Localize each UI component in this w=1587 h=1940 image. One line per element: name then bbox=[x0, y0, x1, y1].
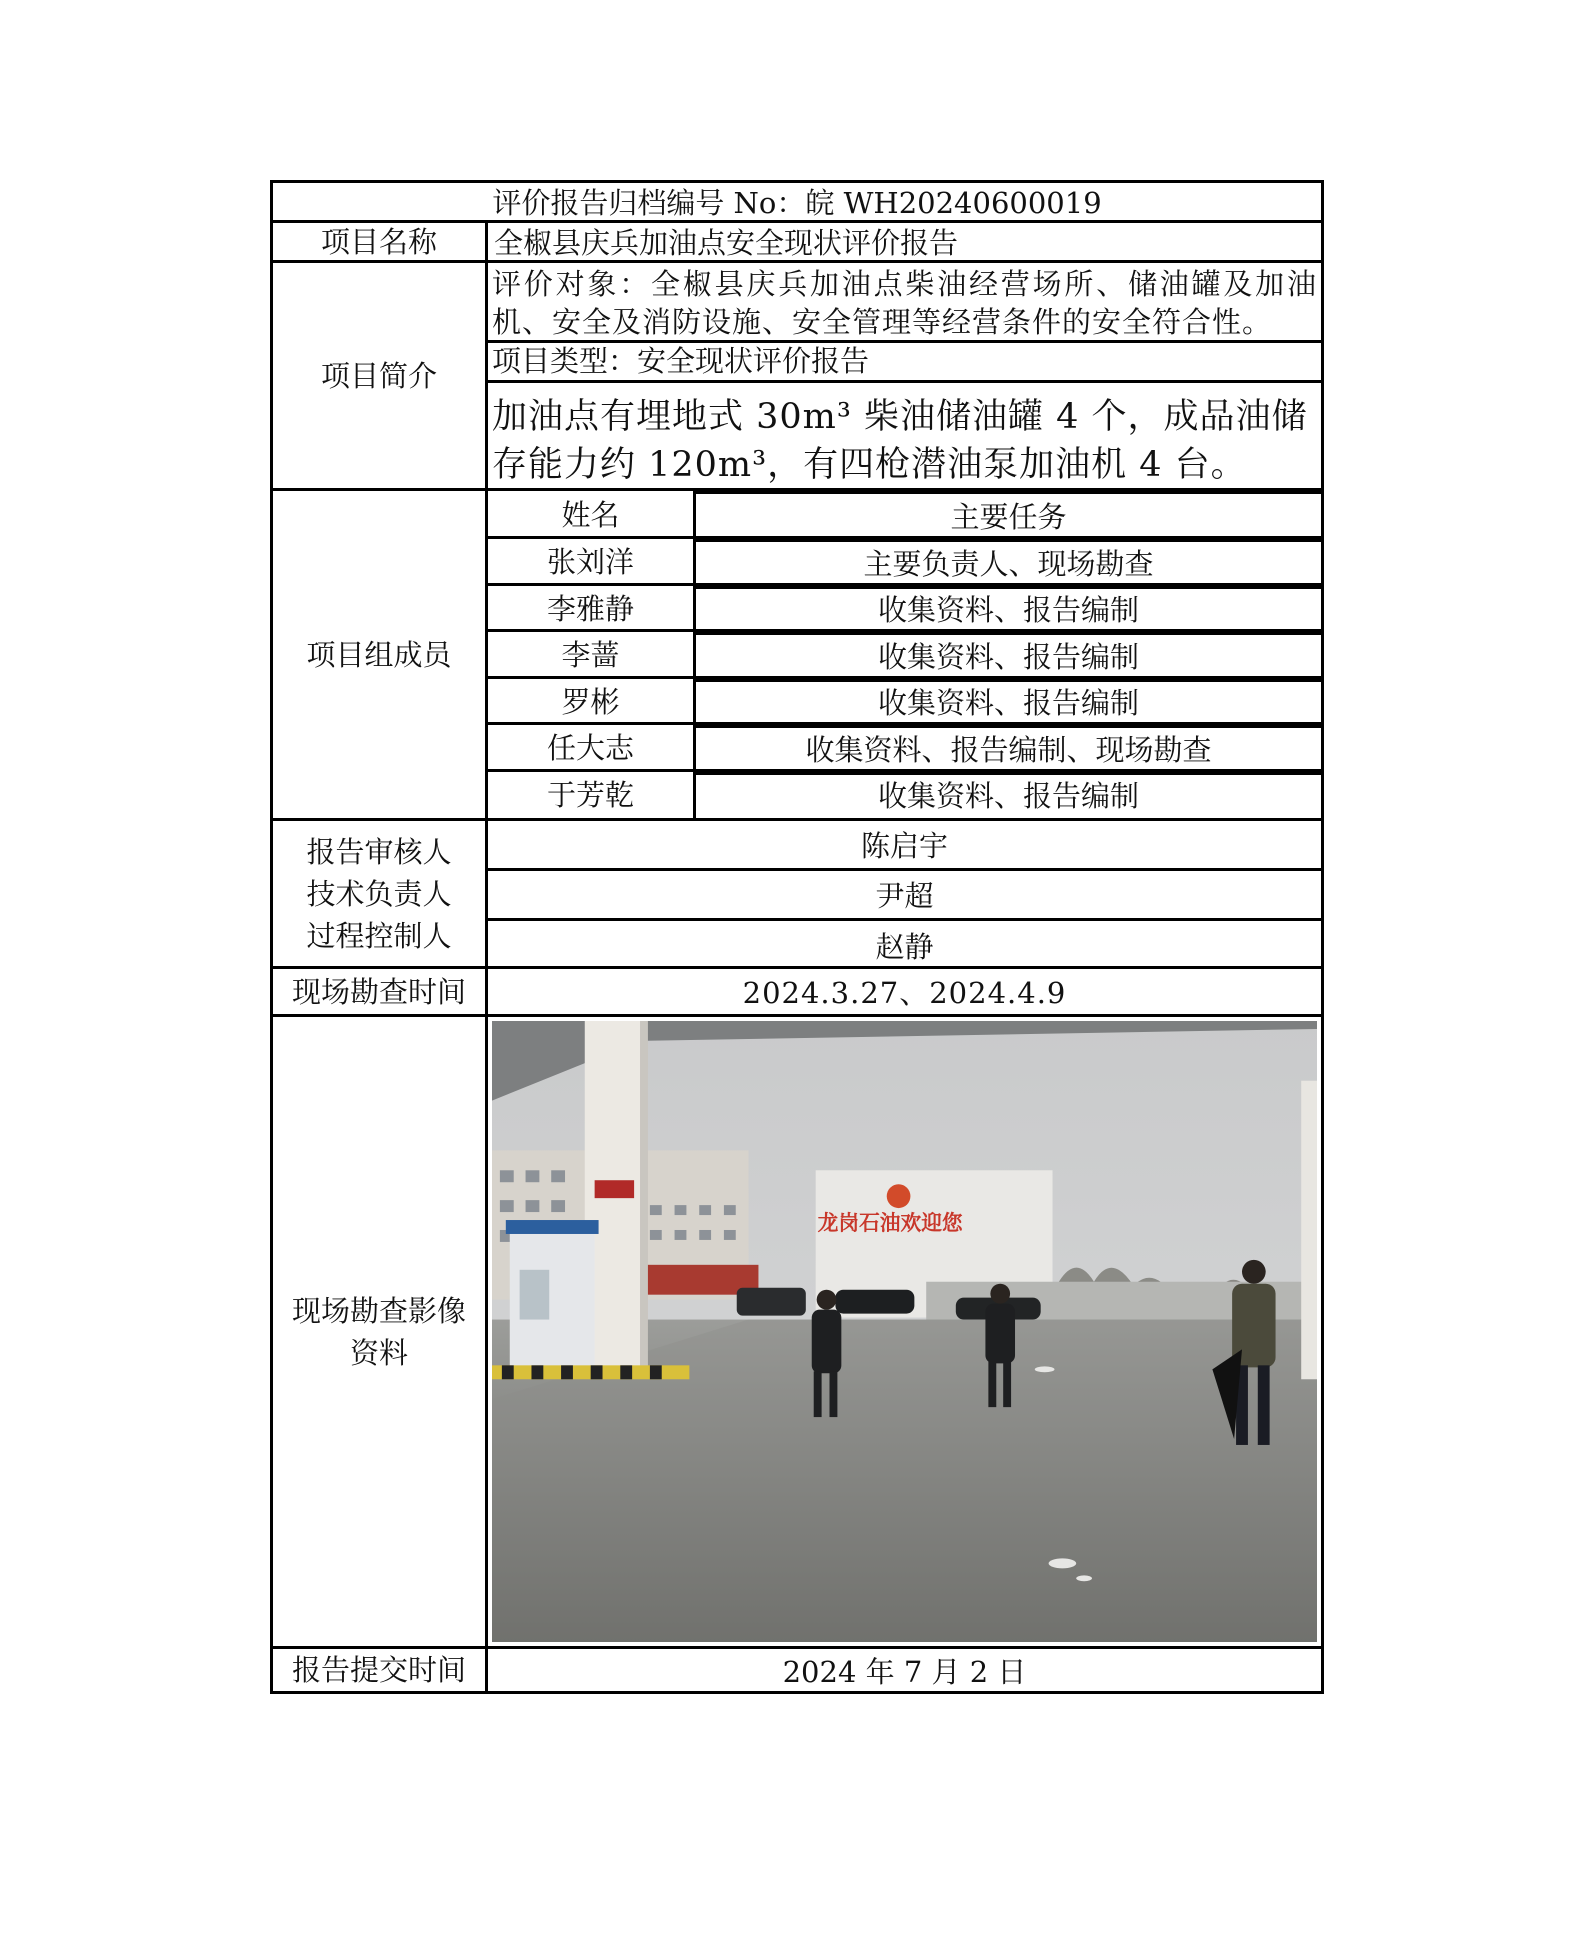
member-name bbox=[488, 539, 693, 583]
member-name bbox=[488, 679, 693, 723]
survey-photo-row bbox=[270, 1014, 1324, 1646]
member-task bbox=[696, 772, 1321, 816]
member-name bbox=[488, 632, 693, 676]
reviewer-label: 报告审核人 bbox=[306, 834, 452, 869]
member-task bbox=[696, 632, 1321, 676]
archive-number-row bbox=[270, 180, 1324, 220]
member-task-text: 收集资料、报告编制 bbox=[877, 779, 1139, 814]
member-name-text: 罗彬 bbox=[561, 684, 620, 719]
reviewers-label bbox=[273, 821, 488, 966]
submit-time-row bbox=[270, 1646, 1324, 1694]
reviewer-value: 陈启宇 bbox=[860, 829, 948, 863]
reviewers-row bbox=[270, 818, 1324, 966]
member-task-text: 收集资料、报告编制 bbox=[877, 639, 1139, 674]
member-name-text: 任大志 bbox=[546, 731, 634, 766]
member-task bbox=[696, 539, 1321, 583]
member-task-text: 收集资料、报告编制 bbox=[877, 593, 1139, 628]
survey-photo-label-line2: 资料 bbox=[349, 1335, 408, 1370]
member-name bbox=[488, 586, 693, 630]
member-task bbox=[696, 725, 1321, 769]
submit-time-label: 报告提交时间 bbox=[273, 1649, 488, 1691]
member-name-text: 张刘洋 bbox=[546, 545, 634, 580]
project-name-row bbox=[270, 220, 1324, 260]
survey-photo-label bbox=[273, 1017, 488, 1646]
members-label: 项目组成员 bbox=[273, 491, 488, 818]
gas-station-photo bbox=[492, 1021, 1317, 1642]
survey-time-value: 2024.3.27、2024.4.9 bbox=[742, 976, 1067, 1010]
member-task-text: 收集资料、报告编制、现场勘查 bbox=[805, 732, 1212, 767]
project-description: 加油点有埋地式 30m³ 柴油储油罐 4 个，成品油储存能力约 120m³，有四枪潜油泵加油机 4 台。 bbox=[488, 380, 1321, 491]
member-name bbox=[488, 725, 693, 769]
member-name bbox=[488, 772, 693, 816]
tech-lead-label: 技术负责人 bbox=[306, 876, 452, 911]
survey-time-label: 现场勘查时间 bbox=[273, 969, 488, 1014]
col-name-header: 姓名 bbox=[561, 498, 620, 532]
survey-time-row bbox=[270, 966, 1324, 1014]
submit-time-value: 2024 年 7 月 2 日 bbox=[782, 1654, 1027, 1689]
process-control-value: 赵静 bbox=[875, 929, 934, 964]
evaluation-object: 评价对象：全椒县庆兵加油点柴油经营场所、储油罐及加油机、安全及消防设施、安全管理等经营条件的安全符合性。 bbox=[492, 267, 1317, 339]
station-sign-text: 龙岗石油欢迎您 bbox=[817, 1210, 963, 1236]
members-table bbox=[488, 491, 1321, 818]
member-name-text: 于芳乾 bbox=[546, 777, 634, 812]
project-name-value: 全椒县庆兵加油点安全现状评价报告 bbox=[494, 226, 959, 260]
archive-number: 评价报告归档编号 No：皖 WH20240600019 bbox=[492, 186, 1102, 220]
member-task bbox=[696, 586, 1321, 630]
member-name-text: 李蔷 bbox=[561, 638, 620, 673]
process-control-label: 过程控制人 bbox=[306, 918, 452, 953]
site-survey-photo bbox=[492, 1021, 1317, 1642]
member-name-text: 李雅静 bbox=[546, 591, 634, 626]
project-intro-label: 项目简介 bbox=[273, 263, 488, 488]
member-task bbox=[696, 679, 1321, 723]
project-type: 项目类型：安全现状评价报告 bbox=[488, 340, 1321, 380]
project-name-label: 项目名称 bbox=[273, 223, 488, 260]
member-task-text: 收集资料、报告编制 bbox=[877, 686, 1139, 721]
member-task-text: 主要负责人、现场勘查 bbox=[863, 546, 1154, 581]
members-row bbox=[270, 488, 1324, 818]
archive-form bbox=[270, 180, 1324, 1694]
tech-lead-value: 尹超 bbox=[875, 879, 934, 913]
col-task-header: 主要任务 bbox=[950, 499, 1067, 534]
survey-photo-label-line1: 现场勘查影像 bbox=[291, 1293, 466, 1328]
project-intro-row bbox=[270, 260, 1324, 488]
